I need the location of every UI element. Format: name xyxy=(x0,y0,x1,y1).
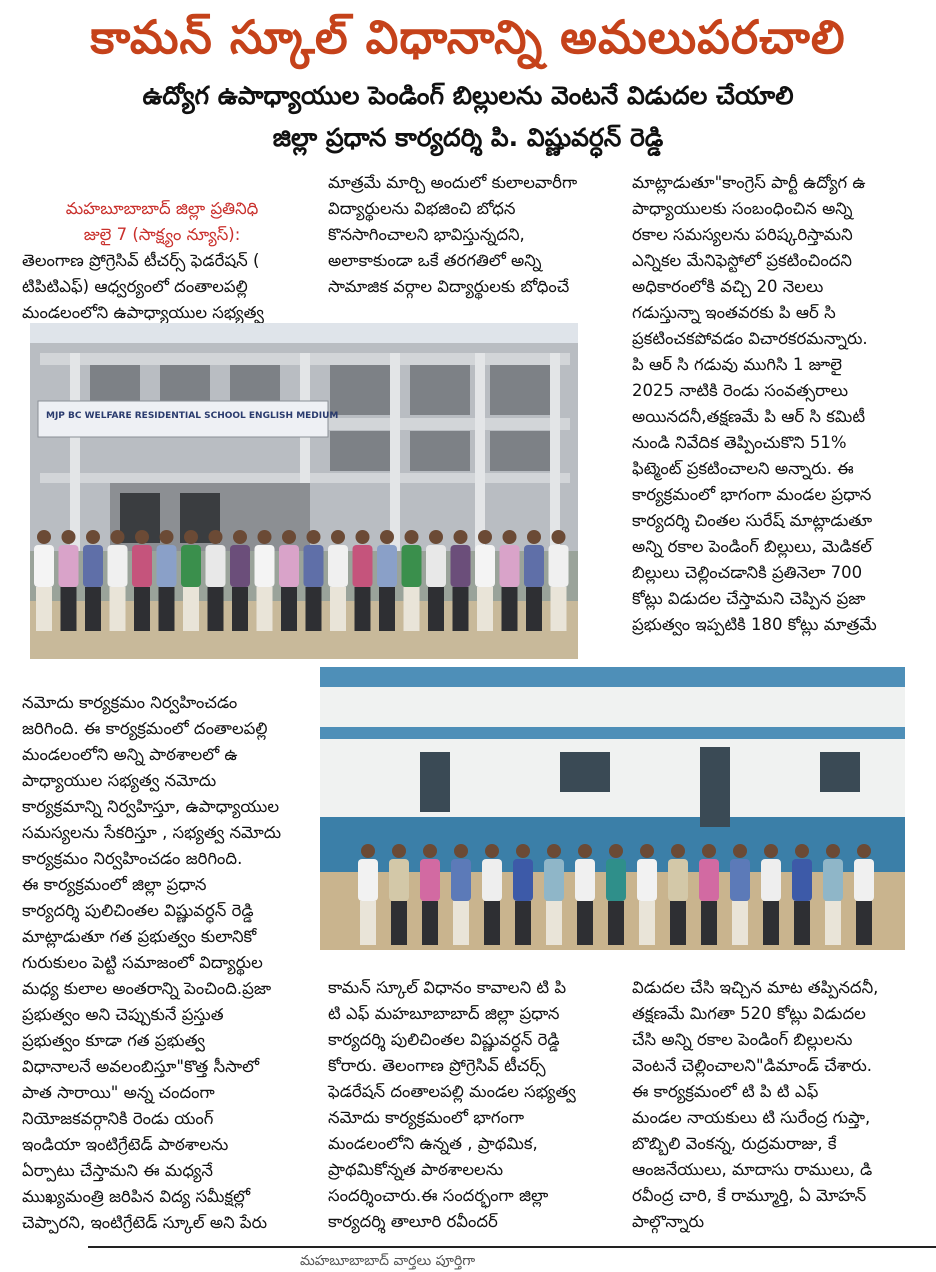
person-figure xyxy=(500,530,520,631)
person-figure xyxy=(482,844,502,945)
column-1-top xyxy=(22,170,302,322)
column-3-top: మాట్లాడుతూ"కాంగ్రెస్ పార్టీ ఉద్యోగ ఉ పాధ్యాయులకు సంబంధించిన అన్ని రకాల సమస్యలను పరిష్కరిస్తామని ఎన్నికల మేనిఫెస్టోలో ప్రకటించిందని అధికారంలోకి వచ్చి 20 నెలలు గడుస్తున్నా ఇంతవరకు పి ఆర్ సి ప్రకటించకపోవడం విచారకరమన్నారు. పి ఆర్ సి గడువు ముగిసి 1 జూలై 2025 నాటికి రెండు సంవత్సరాలు అయినదనీ,తక్షణమే పి ఆర్ సి కమిటీ నుండి నివేదిక తెప్పించుకొని 51% ఫిట్మెంట్ ప్రకటించాలని అన్నారు. ఈ కార్యక్రమంలో భాగంగా మండల ప్రధాన కార్యదర్శి చింతల సురేష్ మాట్లాడుతూ అన్ని రకాల పెండింగ్ బిల్లులు, మెడికల్ బిల్లులు చెల్లించడానికి ప్రతినెలా 700 కోట్లు విడుదల చేస్తామని చెప్పిన ప్రజా ప్రభుత్వం ఇప్పటికి 180 కోట్లు మాత్రమే xyxy=(632,173,877,634)
person-figure xyxy=(230,530,250,631)
person-figure xyxy=(524,530,544,631)
col1-top-text: తెలంగాణ ప్రోగ్రెసివ్ టీచర్స్ ఫెడరేషన్ ( టిపిటిఎఫ్) ఆధ్వర్యంలో దంతాలపల్లి మండలంలోని ఉపాధ్యాయుల సభ్యత్వ xyxy=(22,251,264,322)
person-figure xyxy=(206,530,226,631)
person-figure xyxy=(575,844,595,945)
person-figure xyxy=(823,844,843,945)
school-sign-text: MJP BC WELFARE RESIDENTIAL SCHOOL ENGLISH MEDIUM xyxy=(46,411,339,421)
person-figure xyxy=(255,530,275,631)
person-figure xyxy=(181,530,201,631)
person-figure xyxy=(389,844,409,945)
person-figure xyxy=(451,844,471,945)
person-figure xyxy=(451,530,471,631)
column-3-bottom: విడుదల చేసి ఇచ్చిన మాట తప్పినదనీ, తక్షణమే మిగతా 520 కోట్లు విడుదల చేసి అన్ని రకాల పెండింగ్ బిల్లులను వెంటనే చెల్లించాలని"డిమాండ్ చేశారు. ఈ కార్యక్రమంలో టి పి టి ఎఫ్ మండల నాయకులు టి సురేంద్ర గుప్తా, బొబ్బిలి వెంకన్న, రుద్రమరాజు, కే ఆంజనేయులు, మాదాసు రాములు, డి రవీంద్ర చారి, కే రామ్మూర్తి, ఏ మోహన్ పాల్గొన్నారు xyxy=(632,978,879,1231)
subheading-secretary: జిల్లా ప్రధాన కార్యదర్శి పి. విష్ణువర్ధన్ రెడ్డి xyxy=(272,123,664,152)
person-figure xyxy=(157,530,177,631)
person-figure xyxy=(353,530,373,631)
person-figure xyxy=(328,530,348,631)
dateline: మహబూబాబాద్ జిల్లా ప్రతినిధి జులై 7 (సాక్ష్యం న్యూస్): xyxy=(65,199,259,244)
person-figure xyxy=(544,844,564,945)
person-figure xyxy=(83,530,103,631)
person-figure xyxy=(606,844,626,945)
cutoff-next-article: మహబూబాబాద్ వార్తలు పూర్తిగా xyxy=(300,1253,476,1269)
headline: కామన్ స్కూల్ విధానాన్ని అమలుపరచాలి xyxy=(90,10,846,64)
person-figure xyxy=(475,530,495,631)
person-figure xyxy=(358,844,378,945)
column-2-top: మాత్రమే మార్చి అందులో కులాలవారీగా విద్యార్థులను విభజించి బోధన కొనసాగించాలని భావిస్తున్నదని, అలాకాకుండా ఒకే తరగతిలో అన్ని సామాజిక వర్గాల విద్యార్థులకు బోధించే xyxy=(328,173,578,296)
person-figure xyxy=(549,530,569,631)
person-figure xyxy=(402,530,422,631)
person-figure xyxy=(761,844,781,945)
person-figure xyxy=(304,530,324,631)
group-photo-school-building xyxy=(30,323,578,659)
person-figure xyxy=(377,530,397,631)
subheading-pending-bills: ఉద్యోగ ఉపాధ్యాయుల పెండింగ్ బిల్లులను వెంటనే విడుదల చేయాలి xyxy=(142,81,794,110)
person-figure xyxy=(34,530,54,631)
person-figure xyxy=(59,530,79,631)
page-bottom-rule xyxy=(88,1246,936,1248)
person-figure xyxy=(279,530,299,631)
column-1-bottom: నమోదు కార్యక్రమం నిర్వహించడం జరిగింది. ఈ కార్యక్రమంలో దంతాలపల్లి మండలంలోని అన్ని పాఠశాలలో ఉ పాధ్యాయుల సభ్యత్వ నమోదు కార్యక్రమాన్ని నిర్వహిస్తూ, ఉపాధ్యాయుల సమస్యలను సేకరిస్తూ , సభ్యత్వ నమోదు కార్యక్రమం నిర్వహించడం జరిగింది. ఈ కార్యక్రమంలో జిల్లా ప్రధాన కార్యదర్శి పులిచింతల విష్ణువర్ధన్ రెడ్డి మాట్లాడుతూ గత ప్రభుత్వం కులానికో గురుకులం పెట్టి సమాజంలో విద్యార్థుల మధ్య కులాల అంతరాన్ని పెంచింది.ప్రజా ప్రభుత్వం అని చెప్పుకునే ప్రస్తుత ప్రభుత్వం కూడా గత ప్రభుత్వ విధానాలనే అవలంబిస్తూ"కొత్త సీసాలో పాత సారాయి" అన్న చందంగా నియోజకవర్గానికి రెండు యంగ్ ఇండియా ఇంటిగ్రేటెడ్ పాఠశాలను ఏర్పాటు చేస్తామని ఈ మధ్యనే ముఖ్యమంత్రి జరిపిన విద్య సమీక్షల్లో చెప్పారని, ఇంటిగ్రేటెడ్ స్కూల్ అని పేరు xyxy=(22,693,282,1232)
person-figure xyxy=(426,530,446,631)
person-figure xyxy=(792,844,812,945)
person-figure xyxy=(668,844,688,945)
person-figure xyxy=(730,844,750,945)
person-figure xyxy=(513,844,533,945)
group-photo-school-front xyxy=(320,667,905,950)
person-figure xyxy=(108,530,128,631)
person-figure xyxy=(420,844,440,945)
column-2-bottom: కామన్ స్కూల్ విధానం కావాలని టి పి టి ఎఫ్ మహబూబాబాద్ జిల్లా ప్రధాన కార్యదర్శి పులిచింతల విష్ణువర్ధన్ రెడ్డి కోరారు. తెలంగాణ ప్రోగ్రెసివ్ టీచర్స్ ఫెడరేషన్ దంతాలపల్లి మండల సభ్యత్వ నమోదు కార్యక్రమంలో భాగంగా మండలంలోని ఉన్నత , ప్రాథమిక, ప్రాథమికోన్నత పాఠశాలలను సందర్శించారు.ఈ సందర్భంగా జిల్లా కార్యదర్శి తాలూరి రవీందర్ xyxy=(328,978,576,1231)
person-figure xyxy=(854,844,874,945)
person-figure xyxy=(699,844,719,945)
person-figure xyxy=(637,844,657,945)
person-figure xyxy=(132,530,152,631)
